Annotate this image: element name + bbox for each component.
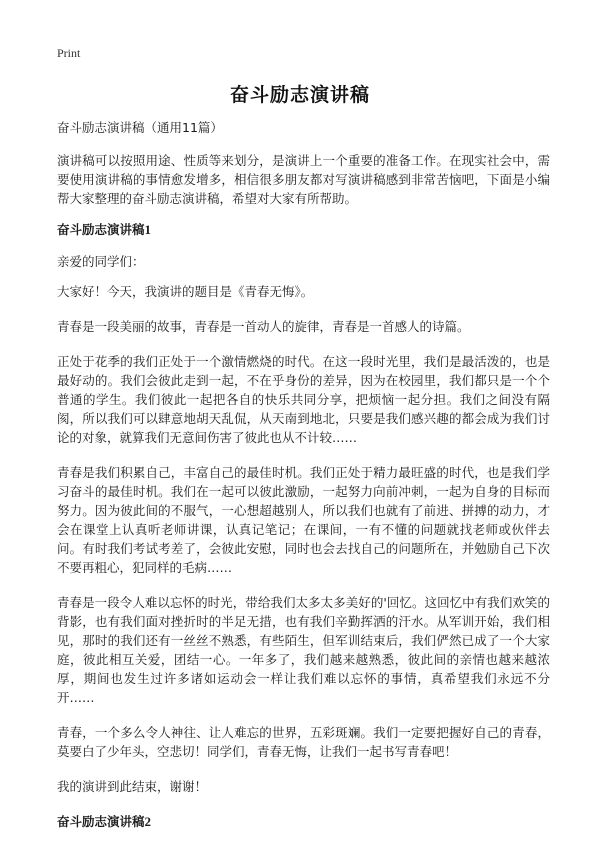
section-heading-text: 奋斗励志演讲稿	[57, 222, 145, 237]
section-heading-number: 1	[144, 222, 152, 237]
body-paragraph: 青春是一段令人难以忘怀的时光，带给我们太多太多美好的'回忆。这回忆中有我们欢笑的背影，也有我们面对挫折时的半足无措，也有我们辛勤挥洒的汗水。从军训开始，我们相见，那时的我们还有一丝丝不熟悉，有些陌生，但军训结束后，我们俨然已成了一个大家庭，彼此相互关爱，团结一心。一年多了，我们越来越熟悉，彼此间的亲情也越来越浓厚，期间也发生过许多诸如运动会一样让我们难以忘怀的事情，真希望我们永远不分开……	[57, 595, 550, 705]
body-paragraph: 正处于花季的我们正处于一个激情燃烧的时代。在这一段时光里，我们是最活泼的，也是最好动的。我们会彼此走到一起，不在乎身份的差异，因为在校园里，我们都只是一个个普通的学生。我们彼此一起把各自的快乐共同分享，把烦恼一起分担。我们之间没有隔阂，所以我们可以肆意地胡天乱侃，从天南到地北，只要是我们感兴趣的都会成为我们讨论的对象，就算我们无意间伤害了彼此也从不计较……	[57, 354, 550, 445]
body-paragraph: 大家好！今天，我演讲的题目是《青春无悔》。	[57, 284, 314, 299]
print-link[interactable]: Print	[57, 46, 81, 60]
body-paragraph: 青春，一个多么令人神往、让人难忘的世界，五彩斑斓。我们一定要把握好自己的青春，莫要白了少年头，空悲切！同学们，青春无悔，让我们一起书写青春吧！	[57, 725, 550, 759]
body-paragraph: 青春是一段美丽的故事，青春是一首动人的旋律，青春是一首感人的诗篇。	[57, 319, 470, 334]
section-heading-1	[57, 220, 550, 239]
intro-paragraph: 演讲稿可以按照用途、性质等来划分，是演讲上一个重要的准备工作。在现实社会中，需要使用演讲稿的事情愈发增多，相信很多朋友都对写演讲稿感到非常苦恼吧，下面是小编帮大家整理的奋斗励志演讲稿，希望对大家有所帮助。	[57, 153, 550, 206]
section-heading-2	[57, 812, 550, 831]
closing-paragraph: 我的演讲到此结束，谢谢！	[57, 779, 208, 794]
section-heading-number: 2	[144, 814, 152, 829]
document-subtitle: 奋斗励志演讲稿（通用11篇）	[57, 120, 223, 135]
salutation: 亲爱的同学们：	[57, 254, 145, 269]
section-heading-text: 奋斗励志演讲稿	[57, 814, 145, 829]
page-title: 奋斗励志演讲稿	[229, 84, 370, 106]
document-body	[57, 118, 550, 844]
body-paragraph: 青春是我们积累自己，丰富自己的最佳时机。我们正处于精力最旺盛的时代，也是我们学习奋斗的最佳时机。我们在一起可以彼此激励，一起努力向前冲刺，一起为自身的目标而努力。因为彼此间的不服气，一心想超越别人，所以我们也就有了前进、拼搏的动力，才会在课堂上认真听老师讲课，认真记笔记；在课间，一有不懂的问题就找老师或伙伴去问。有时我们考试考差了，会彼此安慰，同时也会去找自己的问题所在，并勉励自己下次不要再粗心，犯同样的毛病……	[57, 465, 550, 575]
